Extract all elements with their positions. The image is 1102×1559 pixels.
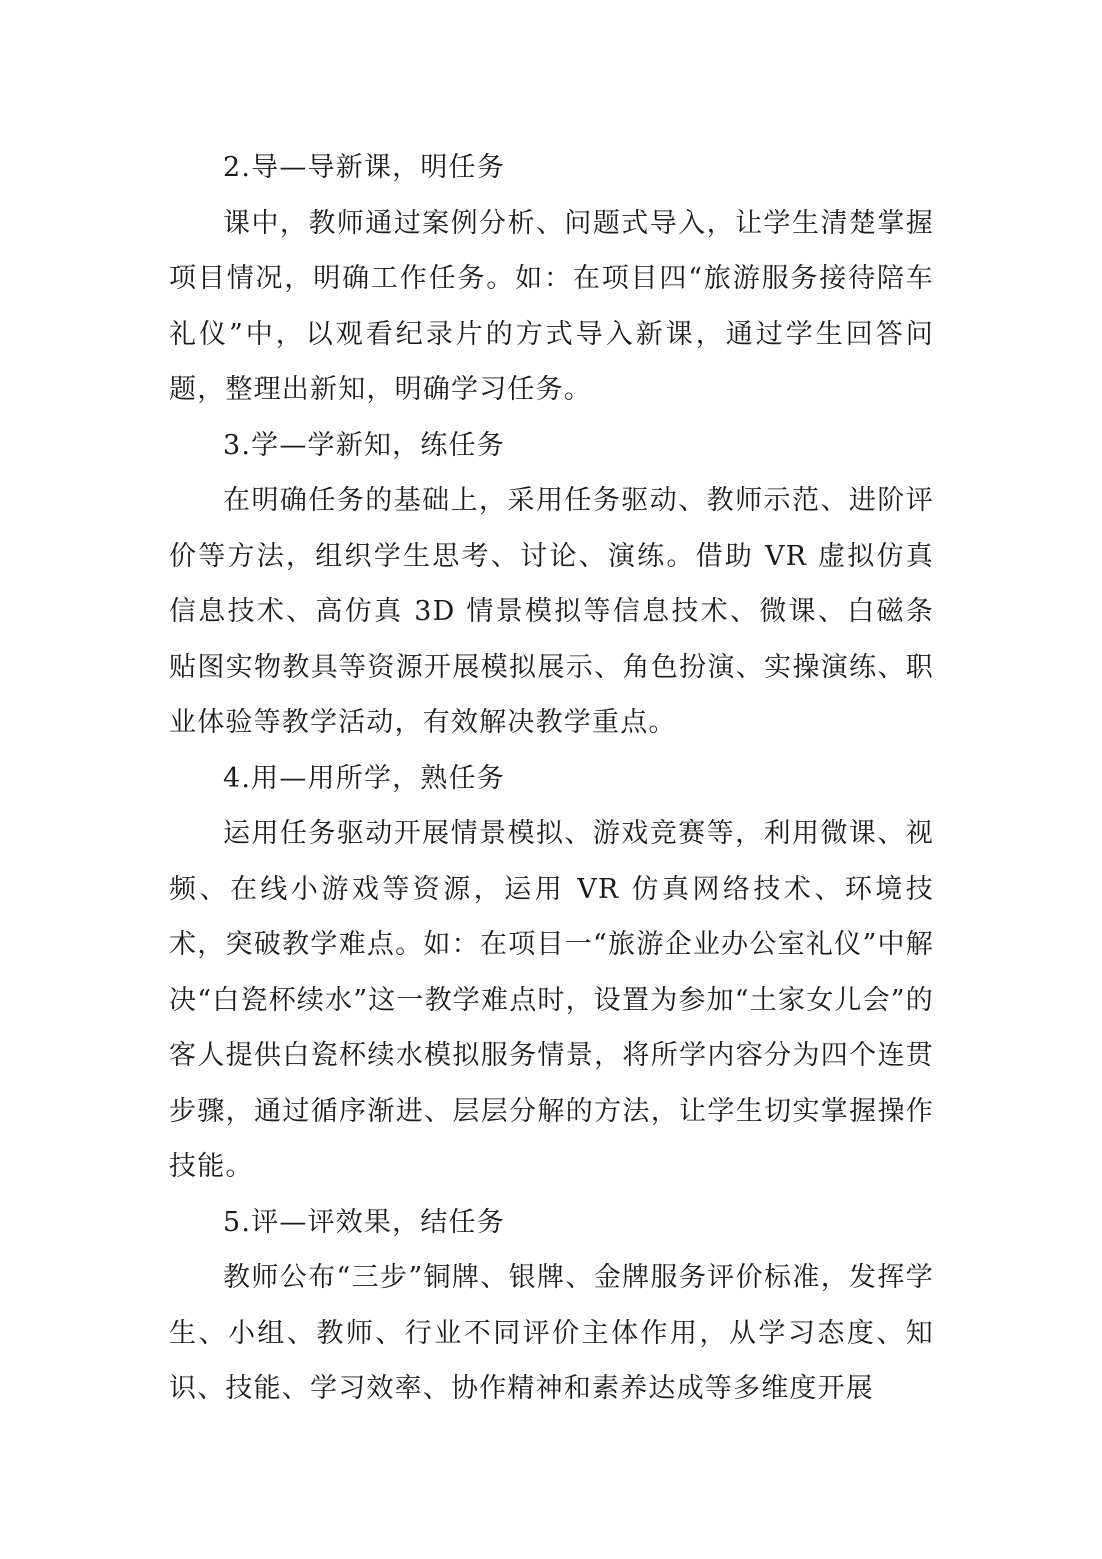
section-heading-2: 2.导—导新课，明任务 — [223, 152, 505, 183]
section-heading-3: 3.学—学新知，练任务 — [223, 429, 505, 461]
section-body-5: 教师公布“三步”铜牌、银牌、金牌服务评价标准，发挥学生、小组、教师、行业不同评价主体作用，从学习态度、知识、技能、学习效率、协作精神和素养达成等多维度开展 — [169, 1262, 934, 1404]
document-page — [169, 140, 934, 1417]
section-body-2: 课中，教师通过案例分析、问题式导入，让学生清楚掌握项目情况，明确工作任务。如：在项目四“旅游服务接待陪车礼仪”中，以观看纪录片的方式导入新课，通过学生回答问题，整理出新知，明确学习任务。 — [169, 207, 934, 405]
section-body-4: 运用任务驱动开展情景模拟、游戏竞赛等，利用微课、视频、在线小游戏等资源，运用 VR 仿真网络技术、环境技术，突破教学难点。如：在项目一“旅游企业办公室礼仪”中解决“白瓷杯续水”这一教学难点时，设置为参加“土家女儿会”的客人提供白瓷杯续水模拟服务情景，将所学内容分为四个连贯步骤，通过循序渐进、层层分解的方法，让学生切实掌握操作技能。 — [169, 818, 935, 1182]
section-body-3: 在明确任务的基础上，采用任务驱动、教师示范、进阶评价等方法，组织学生思考、讨论、演练。借助 VR 虚拟仿真信息技术、高仿真 3D 情景模拟等信息技术、微课、白磁条贴图实物教具等资源开展模拟展示、角色扮演、实操演练、职业体验等教学活动，有效解决教学重点。 — [169, 485, 934, 738]
section-heading-4: 4.用—用所学，熟任务 — [223, 762, 505, 794]
section-heading-5: 5.评—评效果，结任务 — [223, 1206, 505, 1238]
